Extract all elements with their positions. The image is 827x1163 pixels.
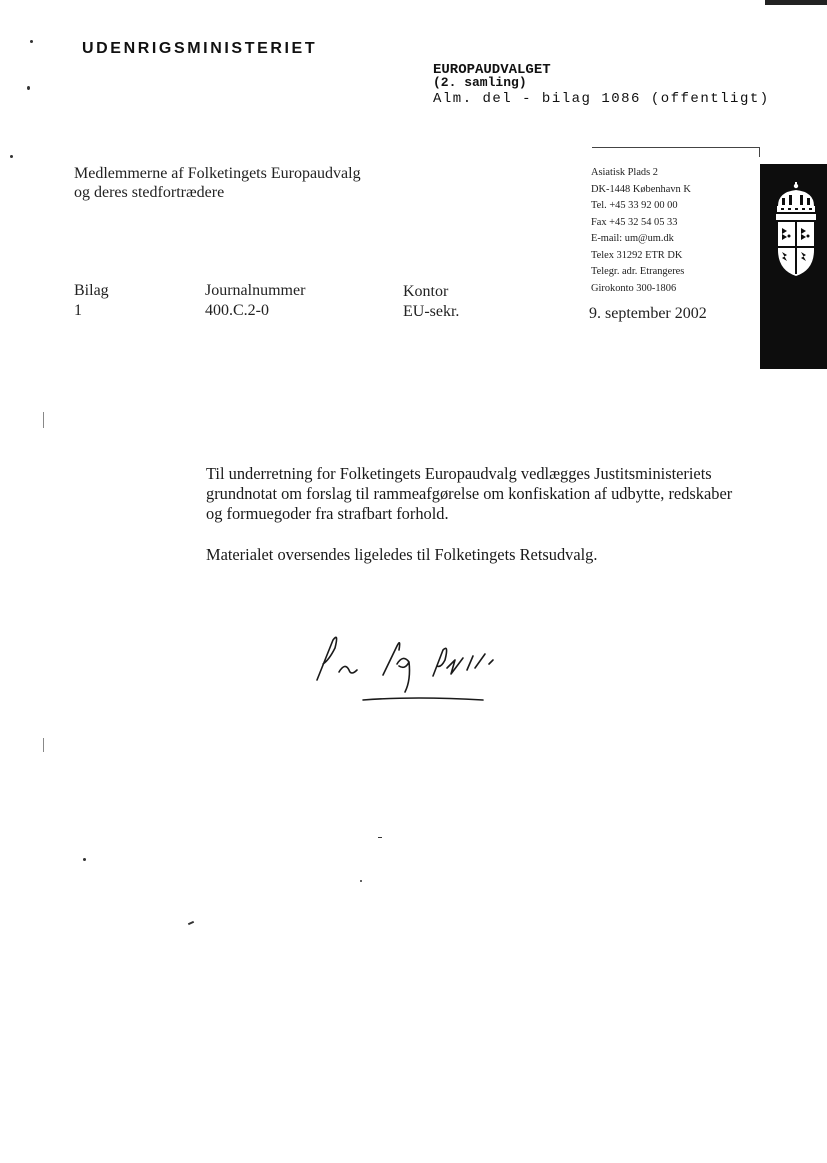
recipient-line-2: og deres stedfortrædere (74, 184, 225, 201)
address-city: DK-1448 København K (591, 183, 691, 195)
address-rule (592, 147, 760, 148)
scan-edge-mark (765, 0, 827, 5)
address-giro: Girokonto 300-1806 (591, 282, 677, 294)
body-paragraph-2: Materialet oversendes ligeledes til Folketingets Retsudvalg. (206, 545, 598, 564)
scan-speck (30, 40, 33, 43)
journal-value: 400.C.2-0 (205, 302, 269, 319)
body-paragraph-1: Til underretning for Folketingets Europaudvalg vedlægges Justitsministeriets grundnotat om forslag til rammeafgørelse om konfiskation af udbytte, redskaber og formuegoder fra strafbart forhold. (206, 464, 733, 523)
sender-address (591, 165, 691, 297)
scan-speck (27, 86, 30, 90)
scan-speck (83, 858, 86, 861)
bilag-value: 1 (74, 302, 82, 319)
registration-stamp (433, 63, 770, 106)
journal-label: Journalnummer (205, 282, 306, 299)
scan-speck (188, 921, 194, 925)
kontor-label: Kontor (403, 283, 449, 300)
letter-body (206, 464, 741, 586)
recipient-block (74, 164, 361, 202)
address-phone: Tel. +45 33 92 00 00 (591, 200, 678, 211)
stamp-appendix: Alm. del - bilag 1086 (offentligt) (433, 91, 770, 107)
journal-field (205, 281, 305, 321)
stamp-session: (2. samling) (433, 75, 527, 90)
royal-coat-of-arms-icon (772, 180, 820, 280)
recipient-line-1: Medlemmerne af Folketingets Europaudvalg (74, 165, 361, 182)
address-email: E-mail: um@um.dk (591, 233, 674, 244)
address-telegram: Telegr. adr. Etrangeres (591, 266, 685, 277)
address-street: Asiatisk Plads 2 (591, 167, 658, 178)
bilag-label: Bilag (74, 282, 109, 299)
ministry-letterhead: UDENRIGSMINISTERIET (82, 40, 318, 57)
address-fax: Fax +45 32 54 05 33 (591, 216, 678, 228)
handwritten-signature (305, 620, 545, 710)
bilag-field (74, 281, 109, 321)
kontor-value: EU-sekr. (403, 303, 460, 320)
scan-speck (10, 155, 13, 158)
kontor-field (403, 282, 459, 322)
scan-speck (378, 837, 382, 838)
address-telex: Telex 31292 ETR DK (591, 249, 683, 261)
scan-speck (43, 738, 44, 752)
stamp-committee: EUROPAUDVALGET (433, 62, 551, 78)
address-rule-tick (759, 147, 760, 157)
letter-date: 9. september 2002 (589, 305, 707, 322)
scan-speck (360, 880, 362, 882)
scan-speck (43, 412, 44, 428)
